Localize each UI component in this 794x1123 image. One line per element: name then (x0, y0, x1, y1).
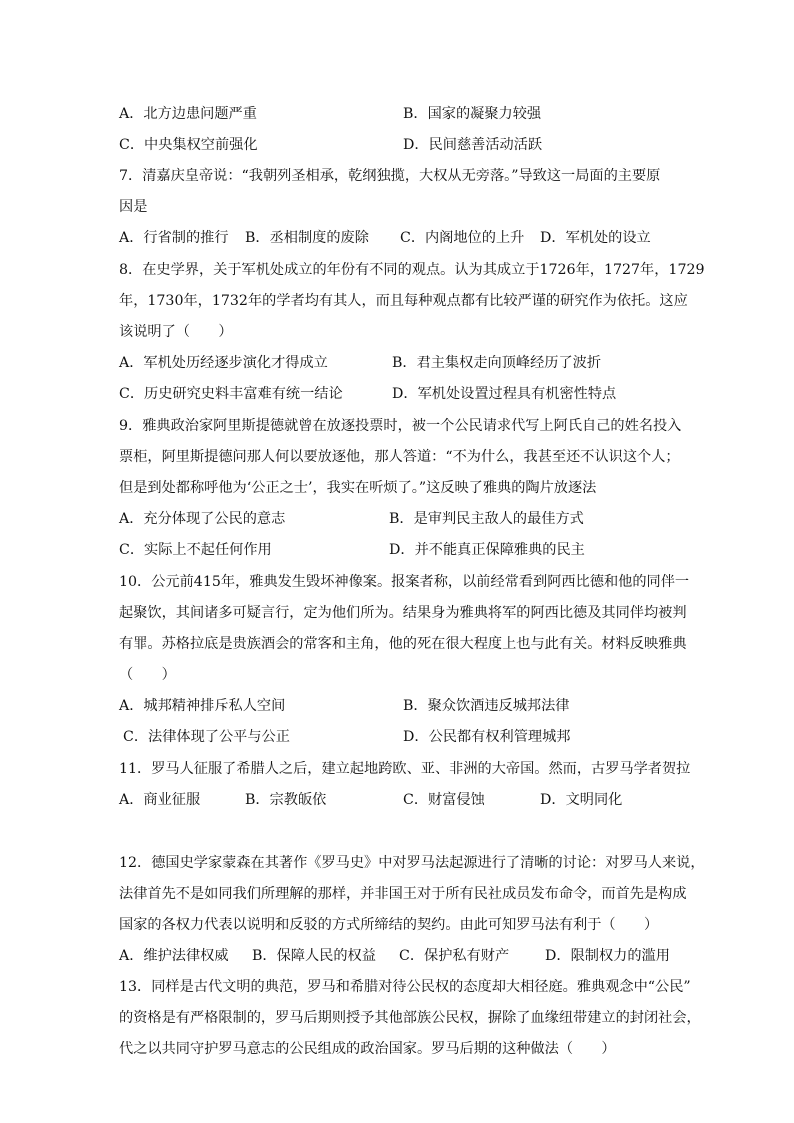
answer-option: D．公民都有权利管理城邦 (403, 729, 571, 745)
text-line: 但是到处都称呼他为‘公正之士’，我实在听烦了。”这反映了雅典的陶片放逐法 (119, 480, 597, 496)
answer-option: A．城邦精神排斥私人空间 (119, 698, 286, 714)
answer-option: B．保障人民的权益 (252, 948, 376, 964)
answer-option: A．军机处历经逐步演化才得成立 (119, 355, 328, 371)
answer-option: A．维护法律权威 (119, 948, 229, 964)
text-line: 因是 (119, 199, 148, 215)
answer-option: B．宗教皈依 (245, 792, 327, 808)
text-line: 国家的各权力代表以说明和反驳的方式所缔结的契约。由此可知罗马法有利于（ ） (119, 917, 659, 933)
text-line: 13．同样是古代文明的典范，罗马和希腊对待公民权的态度却大相径庭。雅典观念中“公民” (119, 979, 691, 995)
answer-option: D．军机处的设立 (540, 230, 651, 246)
answer-option: C．历史研究史料丰富难有统一结论 (119, 386, 343, 402)
text-line: 的资格是有严格限制的，罗马后期则授予其他部族公民权，摒除了血缘纽带建立的封闭社会， (119, 1010, 701, 1026)
answer-option: A．行省制的推行 (119, 230, 229, 246)
text-line: 票柜，阿里斯提德问那人何以要放逐他，那人答道：“不为什么，我甚至还不认识这个人； (119, 449, 680, 465)
answer-option: C．保护私有财产 (399, 948, 510, 964)
text-line: 9．雅典政治家阿里斯提德就曾在放逐投票时，被一个公民请求代写上阿氏自己的姓名投入 (119, 418, 682, 434)
text-line: 法律首先不是如同我们所理解的那样，并非国王对于所有民社成员发布命令，而首先是构成 (119, 886, 687, 902)
answer-option: D．并不能真正保障雅典的民主 (389, 542, 585, 558)
answer-option: D．限制权力的滥用 (545, 948, 670, 964)
text-line: 代之以共同守护罗马意志的公民组成的政治国家。罗马后期的这种做法（ ） (119, 1041, 616, 1057)
answer-option: B．聚众饮酒违反城邦法律 (403, 698, 570, 714)
text-line: 有罪。苏格拉底是贵族酒会的常客和主角，他的死在很大程度上也与此有关。材料反映雅典 (119, 636, 687, 652)
text-line: （ ） (119, 667, 176, 683)
answer-option: B．是审判民主敌人的最佳方式 (389, 511, 584, 527)
answer-option: C．中央集权空前强化 (119, 137, 258, 153)
answer-option: C．法律体现了公平与公正 (123, 729, 290, 745)
answer-option: A．充分体现了公民的意志 (119, 511, 286, 527)
text-line: 该说明了（ ） (119, 324, 233, 340)
answer-option: B．丞相制度的废除 (245, 230, 369, 246)
answer-option: D．军机处设置过程具有机密性特点 (392, 386, 617, 402)
text-line: 8．在史学界，关于军机处成立的年份有不同的观点。认为其成立于1726年，1727年，1729 (119, 262, 705, 278)
answer-option: D．民间慈善活动活跃 (403, 137, 543, 153)
answer-option: C．内阁地位的上升 (400, 230, 525, 246)
answer-option: A．北方边患问题严重 (119, 106, 257, 122)
answer-option: D．文明同化 (540, 792, 623, 808)
answer-option: B．国家的凝聚力较强 (403, 106, 542, 122)
text-line: 11．罗马人征服了希腊人之后，建立起地跨欧、亚、非洲的大帝国。然而，古罗马学者贺拉 (119, 761, 691, 777)
text-line: 7．清嘉庆皇帝说：“我朝列圣相承，乾纲独揽，大权从无旁落。”导致这一局面的主要原 (119, 168, 661, 184)
text-line: 10．公元前415年，雅典发生毁坏神像案。报案者称，以前经常看到阿西比德和他的同伴一 (119, 574, 690, 590)
answer-option: B．君主集权走向顶峰经历了波折 (392, 355, 602, 371)
answer-option: C．实际上不起任何作用 (119, 542, 272, 558)
text-line: 起聚饮，其间诸多可疑言行，定为他们所为。结果身为雅典将军的阿西比德及其同伴均被判 (119, 605, 687, 621)
text-line: 12．德国史学家蒙森在其著作《罗马史》中对罗马法起源进行了清晰的讨论：对罗马人来说， (119, 855, 705, 871)
answer-option: C．财富侵蚀 (403, 792, 485, 808)
text-line: 年，1730年，1732年的学者均有其人，而且每种观点都有比较严谨的研究作为依托。这应 (119, 293, 688, 309)
answer-option: A．商业征服 (119, 792, 201, 808)
